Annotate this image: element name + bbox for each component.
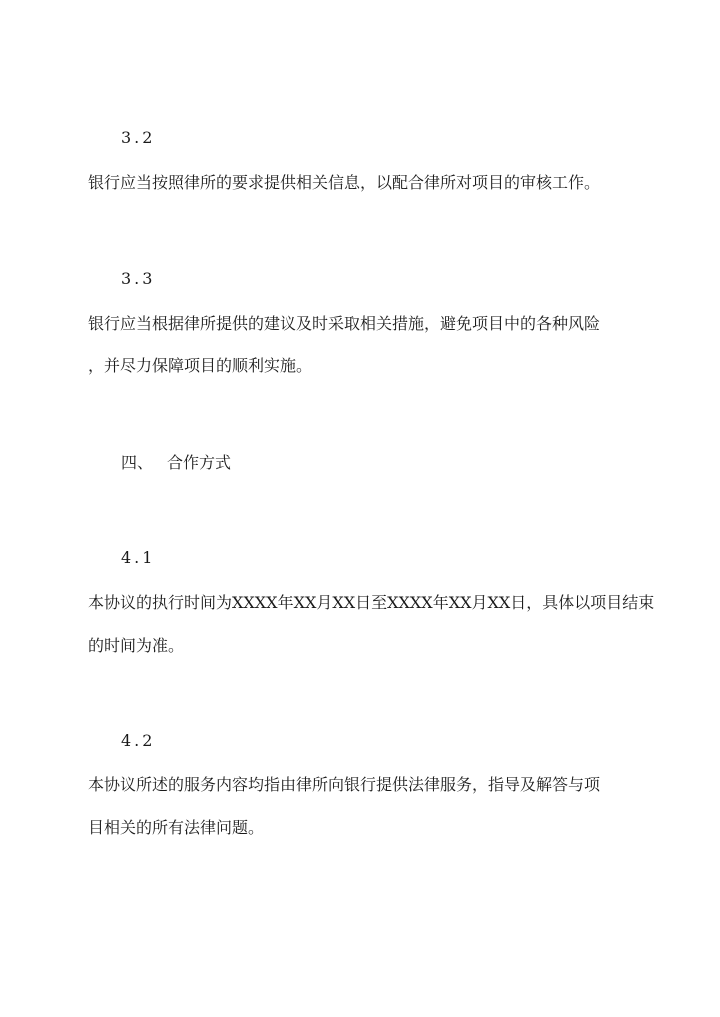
clause-3-3-text-line-1: 银行应当根据律所提供的建议及时采取相关措施，避免项目中的各种风险 [88,314,601,333]
clause-number-3-2: 3.2 [121,128,156,147]
clause-4-1-text-line-1: 本协议的执行时间为XXXX年XX月XX日至XXXX年XX月XX日，具体以项目结束 [88,593,655,612]
section-heading [121,453,231,473]
clause-number-4-1: 4.1 [121,548,156,567]
clause-3-2-text-line-1: 银行应当按照律所的要求提供相关信息，以配合律所对项目的审核工作。 [88,173,601,192]
section-heading-title: 合作方式 [167,453,232,472]
section-heading-index: 四、 [121,453,154,472]
clause-4-2-text-line-2: 目相关的所有法律问题。 [88,818,265,837]
clause-number-4-2: 4.2 [121,731,156,750]
clause-4-2-text-line-1: 本协议所述的服务内容均指由律所向银行提供法律服务，指导及解答与项 [88,775,601,794]
clause-3-3-text-line-2: ，并尽力保障项目的顺利实施。 [88,356,313,375]
clause-number-3-3: 3.3 [121,269,156,288]
clause-4-1-text-line-2: 的时间为准。 [88,636,185,655]
